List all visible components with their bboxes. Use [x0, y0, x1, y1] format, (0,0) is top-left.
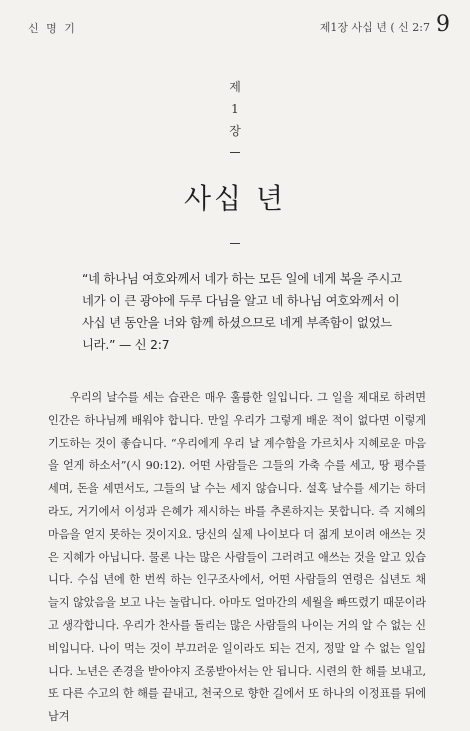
ornament-dash [230, 243, 240, 244]
running-header-book-title: 신 명 기 [28, 22, 77, 35]
running-header-chapter-ref: 제1장 사십 년 ( 신 2:7 [319, 21, 430, 34]
chapter-title: 사십 년 [183, 182, 287, 215]
body-paragraph: 우리의 날수를 세는 습관은 매우 훌륭한 일입니다. 그 일을 제대로 하려면 인간은 하나님께 배워야 합니다. 만일 우리가 그렇게 배운 적이 없다면 이렇게 기도하는 것이 좋습니다. “우리에게 우리 날 계수함을 가르치사 지혜로운 마음을 얻게 하소서”(시 90:12). 어떤 사람들은 그들의 가축 수를 세고, 땅 평수를 세며, 돈을 세면서도, 그들의 날 수는 세지 않습니다. 설혹 날수를 세기는 하더라도, 거기에서 이성과 은혜가 제시하는 바를 추론하지는 못합니다. 즉 지혜의 마음을 얻지 못하는 것이지요. 당신의 실제 나이보다 더 젊게 보이려 애쓰는 것은 지혜가 아닙니다. 물론 나는 많은 사람들이 그러려고 애쓰는 것을 알고 있습니다. 수십 년에 한 번씩 하는 인구조사에서, 어떤 사람들의 연령은 십년도 채 늘지 않았음을 보고 나는 놀랍니다. 아마도 얼마간의 세월을 빠뜨렸기 때문이라고 생각합니다. 우리가 찬사를 돌리는 많은 사람들의 나이는 거의 알 수 없는 신비입니다. 나이 먹는 것이 부끄러운 일이라도 되는 건지, 정말 알 수 없는 일입니다. 노년은 존경을 받아야지 조롱받아서는 안 됩니다. 시련의 한 해를 보내고, 또 다른 수고의 한 해를 끝내고, 천국으로 향한 길에서 또 하나의 이정표를 뒤에 남겨 [48, 391, 426, 724]
body-text [48, 387, 426, 729]
ornament-dash [230, 152, 240, 153]
chapter-label-char: 장 [229, 124, 241, 138]
epigraph-quote: “네 하나님 여호와께서 네가 하는 모든 일에 네게 복을 주시고 네가 이 큰 광야에 두루 다님을 알고 네 하나님 여호와께서 이 사십 년 동안을 너와 함께 하셨으므로 네게 부족함이 없었느니라.” — 신 2:7 [82, 272, 402, 352]
chapter-number-label [0, 76, 470, 153]
page-number: 9 [436, 12, 450, 37]
running-header-right [320, 14, 450, 36]
chapter-label-char: 제 [229, 80, 241, 94]
chapter-label-char: 1 [231, 102, 239, 116]
